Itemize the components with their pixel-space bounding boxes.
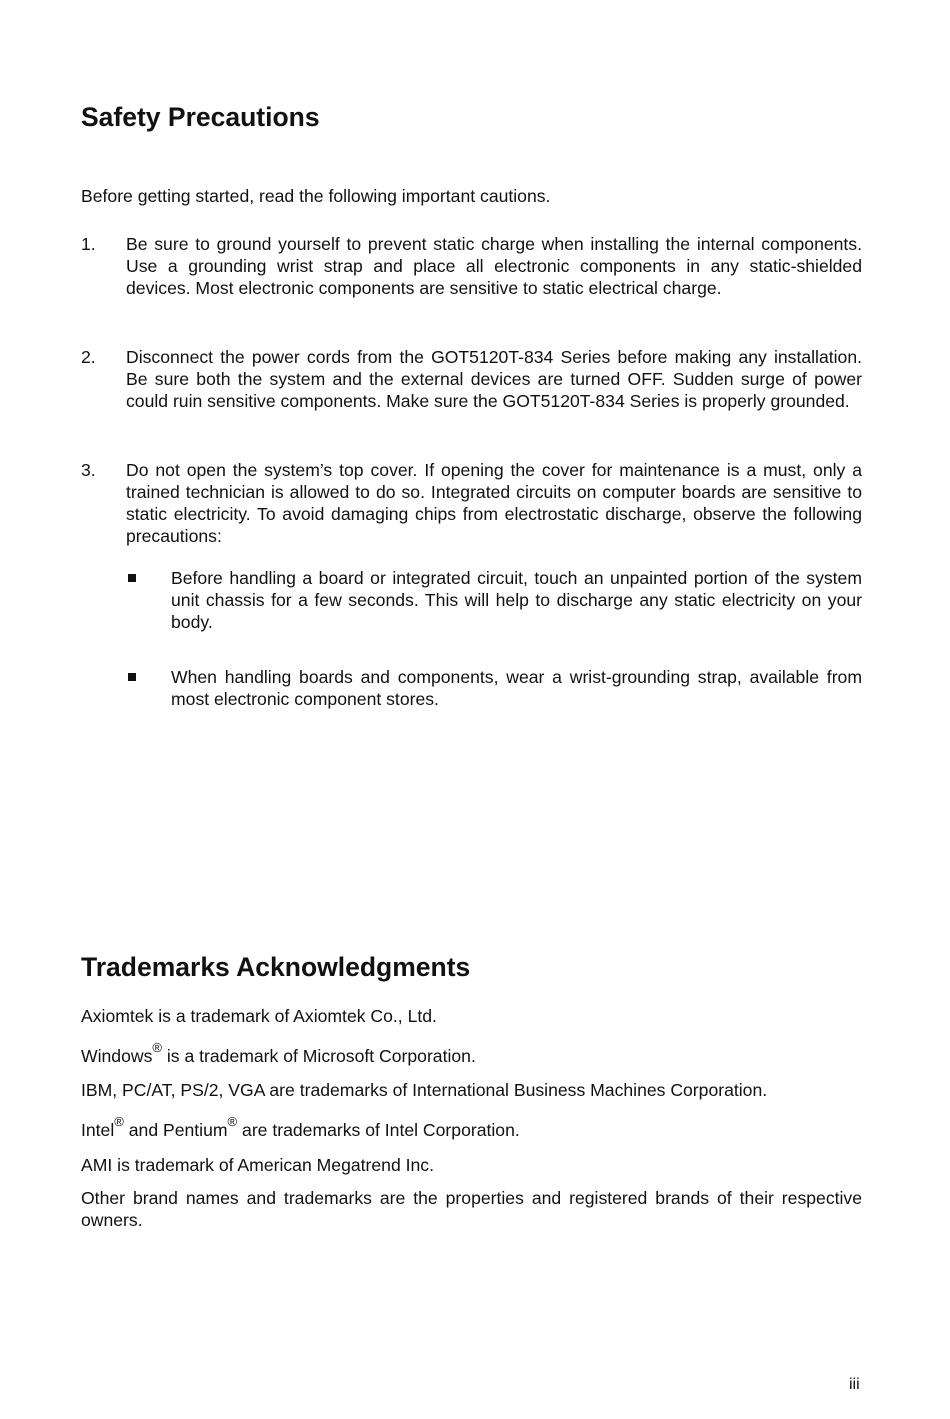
trademark-line-ami: AMI is trademark of American Megatrend Inc. [81, 1155, 434, 1175]
item-number: 1. [81, 234, 96, 254]
item-text: Be sure to ground yourself to prevent static charge when installing the internal components. Use a grounding wrist strap and place all electronic components in any static-shielded devices. Most electronic components are sensitive to static electrical charge. [126, 234, 862, 298]
bullet-text: Before handling a board or integrated circuit, touch an unpainted portion of the system unit chassis for a few seconds. This will help to discharge any static electricity on your body. [171, 568, 862, 632]
trademarks-heading: Trademarks Acknowledgments [81, 952, 471, 982]
item-text: Do not open the system’s top cover. If opening the cover for maintenance is a must, only a trained technician is allowed to do so. Integrated circuits on computer boards are sensitive to static electricity. To avoid damaging chips from electrostatic discharge, observe the following precautions: [126, 460, 862, 546]
trademark-line-windows: Windows® is a trademark of Microsoft Corporation. [81, 1040, 476, 1066]
precaution-bullet-1 [126, 567, 862, 635]
safety-item-3 [81, 459, 862, 549]
safety-item-1 [81, 233, 862, 323]
square-bullet-icon [128, 673, 136, 681]
page-number: iii [849, 1376, 860, 1393]
safety-item-2 [81, 346, 862, 436]
safety-intro: Before getting started, read the following important cautions. [81, 186, 551, 206]
trademark-line-ibm: IBM, PC/AT, PS/2, VGA are trademarks of International Business Machines Corporation. [81, 1080, 768, 1100]
safety-precautions-heading: Safety Precautions [81, 102, 320, 132]
item-text: Disconnect the power cords from the GOT5120T-834 Series before making any installation. Be sure both the system and the external devices are turned OFF. Sudden surge of power could ruin sensitive components. Make sure the GOT5120T-834 Series is properly grounded. [126, 347, 862, 411]
bullet-text: When handling boards and components, wear a wrist-grounding strap, available from most electronic component stores. [171, 667, 862, 709]
square-bullet-icon [128, 574, 136, 582]
item-number: 3. [81, 460, 96, 480]
trademark-line-axiomtek: Axiomtek is a trademark of Axiomtek Co., Ltd. [81, 1006, 437, 1026]
item-number: 2. [81, 347, 96, 367]
trademark-line-intel: Intel® and Pentium® are trademarks of Intel Corporation. [81, 1114, 520, 1140]
trademark-line-other: Other brand names and trademarks are the properties and registered brands of their respective owners. [81, 1188, 862, 1230]
precaution-bullet-2 [126, 666, 862, 712]
